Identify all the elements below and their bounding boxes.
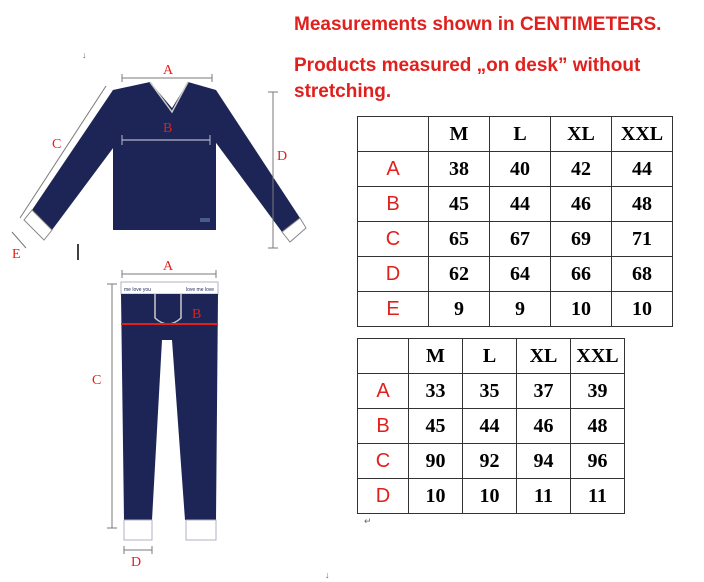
table-cell: 44 xyxy=(490,187,551,222)
shirt-label-d: D xyxy=(277,149,288,164)
table-header-row xyxy=(358,117,673,152)
table-cell: 9 xyxy=(490,292,551,327)
table-cell: 10 xyxy=(551,292,612,327)
shirt-tag xyxy=(200,218,210,222)
table-cell: 67 xyxy=(490,222,551,257)
row-label: E xyxy=(358,292,429,327)
heading-measure-method-cont: stretching. xyxy=(294,81,392,102)
table-cell: 45 xyxy=(409,409,463,444)
pants-label-d: D xyxy=(131,555,142,570)
right-leg-cuff xyxy=(186,520,216,540)
table-cell: 39 xyxy=(571,374,625,409)
shirt-dim-e xyxy=(12,232,26,248)
table-cell: 62 xyxy=(429,257,490,292)
column-header: M xyxy=(429,117,490,152)
shirt-label-a: A xyxy=(163,63,174,78)
table-cell: 96 xyxy=(571,444,625,479)
row-label: B xyxy=(358,187,429,222)
table-cell: 65 xyxy=(429,222,490,257)
column-header: L xyxy=(463,339,517,374)
pants-figure xyxy=(92,259,218,570)
table-cell: 11 xyxy=(517,479,571,514)
shirt-label-b: B xyxy=(163,121,173,136)
table-row xyxy=(358,187,673,222)
table-cell: 46 xyxy=(551,187,612,222)
table-cell: 71 xyxy=(612,222,673,257)
column-header: M xyxy=(409,339,463,374)
row-label: D xyxy=(358,479,409,514)
table-cell: 48 xyxy=(612,187,673,222)
table-cell: 64 xyxy=(490,257,551,292)
heading-measure-method: Products measured „on desk” without xyxy=(294,55,641,76)
row-label: A xyxy=(358,374,409,409)
table-cell: 37 xyxy=(517,374,571,409)
table-row xyxy=(358,292,673,327)
table-cell: 66 xyxy=(551,257,612,292)
table-cell: 44 xyxy=(463,409,517,444)
row-label: C xyxy=(358,222,429,257)
column-header: XXL xyxy=(571,339,625,374)
table-cell: 38 xyxy=(429,152,490,187)
shirt-label-c: C xyxy=(52,137,62,152)
table-row xyxy=(358,222,673,257)
row-label: D xyxy=(358,257,429,292)
table-row xyxy=(358,444,625,479)
table-cell: 48 xyxy=(571,409,625,444)
table-row xyxy=(358,374,625,409)
shirt-figure xyxy=(12,63,306,262)
top-size-table xyxy=(357,116,673,327)
table-row xyxy=(358,409,625,444)
table-cell: 45 xyxy=(429,187,490,222)
column-header: L xyxy=(490,117,551,152)
table-cell: 44 xyxy=(612,152,673,187)
shirt-label-e: E xyxy=(12,247,21,262)
heading-measurements-unit: Measurements shown in CENTIMETERS. xyxy=(294,14,662,35)
pants-label-b: B xyxy=(192,307,202,322)
table-corner-cell xyxy=(358,339,409,374)
table-cell: 68 xyxy=(612,257,673,292)
left-leg-cuff xyxy=(124,520,152,540)
column-header: XXL xyxy=(612,117,673,152)
table-cell: 92 xyxy=(463,444,517,479)
table-cell: 10 xyxy=(409,479,463,514)
pants-body xyxy=(121,294,218,520)
table-cell: 42 xyxy=(551,152,612,187)
waistband-text-left: me love you xyxy=(124,287,151,293)
table-cell: 10 xyxy=(612,292,673,327)
row-label: B xyxy=(358,409,409,444)
column-header: XL xyxy=(551,117,612,152)
bottom-size-table xyxy=(357,338,625,514)
pants-label-a: A xyxy=(163,259,174,274)
shirt-body xyxy=(113,82,216,230)
table-cell: 10 xyxy=(463,479,517,514)
table-row xyxy=(358,479,625,514)
table-header-row xyxy=(358,339,625,374)
pants-label-c: C xyxy=(92,373,102,388)
column-header: XL xyxy=(517,339,571,374)
table-row xyxy=(358,257,673,292)
table-row xyxy=(358,152,673,187)
table-corner-cell xyxy=(358,117,429,152)
waistband-text-right: love me love xyxy=(186,287,215,293)
row-label: C xyxy=(358,444,409,479)
table-cell: 90 xyxy=(409,444,463,479)
table-cell: 35 xyxy=(463,374,517,409)
table-cell: 46 xyxy=(517,409,571,444)
paragraph-mark-icon: ↓ xyxy=(325,570,330,580)
table-cell: 11 xyxy=(571,479,625,514)
row-label: A xyxy=(358,152,429,187)
table-cell: 33 xyxy=(409,374,463,409)
table-cell: 69 xyxy=(551,222,612,257)
paragraph-mark-icon: ↵ xyxy=(364,516,372,526)
table-cell: 40 xyxy=(490,152,551,187)
table-cell: 94 xyxy=(517,444,571,479)
paragraph-mark-icon: ↓ xyxy=(82,50,87,60)
table-cell: 9 xyxy=(429,292,490,327)
